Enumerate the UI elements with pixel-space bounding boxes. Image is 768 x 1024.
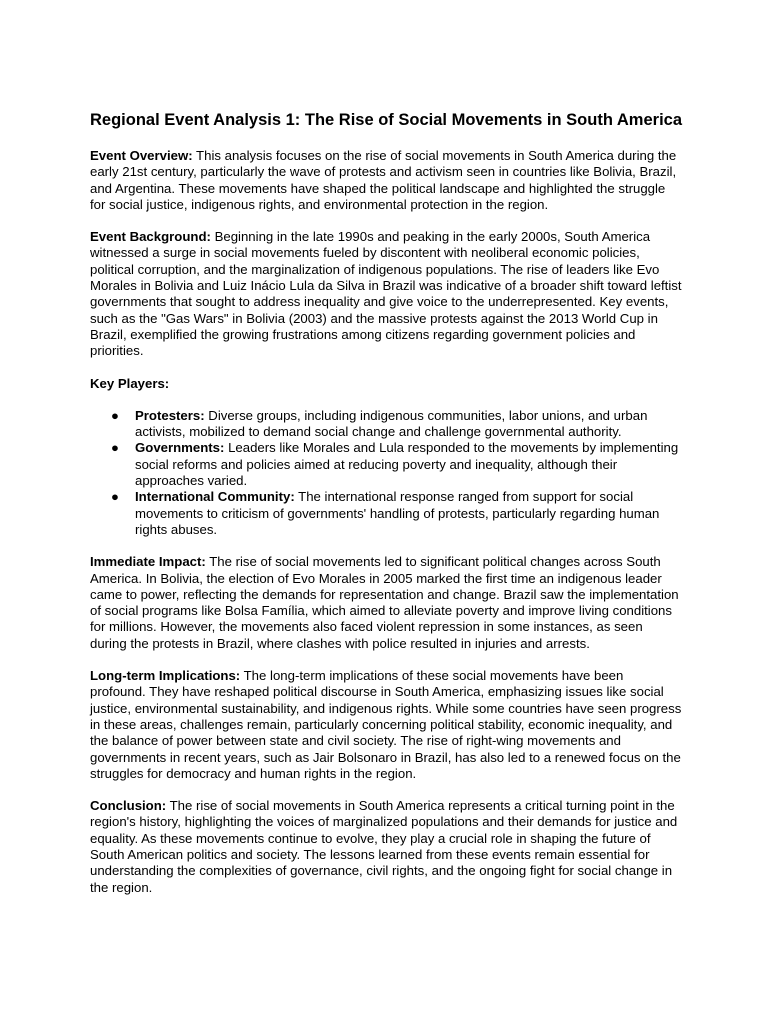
conclusion-text: The rise of social movements in South America represents a critical turning point in the region's history, highlighting the voices of marginalized populations and their demands for justice and equality. As these movements continue to evolve, they play a crucial role in shaping the future of South American politics and society. The lessons learned from these events remain essential for understanding the complexities of governance, civil rights, and the ongoing fight for social change in the region. [90,798,678,895]
document-title: Regional Event Analysis 1: The Rise of Social Movements in South America [90,111,683,129]
event-background-text: Beginning in the late 1990s and peaking in the early 2000s, South America witnessed a surge in social movements fueled by discontent with neoliberal economic policies, political corruption, and the marginalization of indigenous populations. The rise of leaders like Evo Morales in Bolivia and Luiz Inácio Lula da Silva in Brazil was indicative of a broader shift toward leftist governments that sought to address inequality and give voice to the underrepresented. Key events, such as the "Gas Wars" in Bolivia (2003) and the massive protests against the 2013 World Cup in Brazil, exemplified the growing frustrations among citizens regarding government policies and priorities. [90,229,682,359]
document-page [90,108,682,912]
bullet-icon: ● [111,489,119,505]
immediate-impact-text: The rise of social movements led to significant political changes across South America. In Bolivia, the election of Evo Morales in 2005 marked the first time an indigenous leader came to power, reflecting the demands for representation and change. Brazil saw the implementation of social programs like Bolsa Família, which aimed to alleviate poverty and improve living conditions for millions. However, the movements also faced violent repression in some instances, as seen during the protests in Brazil, where clashes with police resulted in injuries and arrests. [90,554,679,651]
bullet-icon: ● [111,440,119,456]
list-item-label: International Community: [135,489,295,505]
conclusion-paragraph [90,798,682,896]
key-players-list [90,408,682,538]
event-background-paragraph [90,229,682,359]
long-term-implications-paragraph [90,668,682,782]
key-players-heading [90,376,682,392]
conclusion-label: Conclusion: [90,798,167,814]
list-item-governments [111,440,682,489]
event-background-label: Event Background: [90,229,211,245]
list-item-text: The international response ranged from support for social movements to criticism of governments' handling of protests, particularly regarding human rights abuses. [135,489,660,537]
event-overview-label: Event Overview: [90,148,193,163]
key-players-label: Key Players: [90,375,170,391]
list-item-label: Protesters: [135,407,205,423]
event-overview-text: This analysis focuses on the rise of social movements in South America during the early 21st century, particularly the wave of protests and activism seen in countries like Bolivia, Brazil, and Argentina. These movements have shaped the political landscape and highlighted the struggle for social justice, indigenous rights, and environmental protection in the region. [90,148,677,212]
list-item-text: Diverse groups, including indigenous communities, labor unions, and urban activists, mobilized to demand social change and challenge governmental authority. [135,407,648,440]
bullet-icon: ● [111,407,119,423]
immediate-impact-paragraph [90,554,682,652]
long-term-implications-text: The long-term implications of these social movements have been profound. They have reshaped political discourse in South America, emphasizing issues like social justice, environmental sustainability, and indigenous rights. While some countries have seen progress in these areas, challenges remain, particularly concerning political stability, economic inequality, and the balance of power between state and civil society. The rise of right-wing movements and governments in recent years, such as Jair Bolsonaro in Brazil, has also led to a renewed focus on the struggles for democracy and human rights in the region. [90,668,682,781]
long-term-implications-label: Long-term Implications: [90,668,241,684]
list-item-international-community [111,489,682,538]
list-item-protesters [111,407,682,441]
event-overview-paragraph [90,148,682,213]
list-item-label: Governments: [135,440,225,456]
immediate-impact-label: Immediate Impact: [90,554,206,570]
list-item-text: Leaders like Morales and Lula responded to the movements by implementing social reforms and policies aimed at reducing poverty and inequality, although their approaches varied. [135,440,679,489]
